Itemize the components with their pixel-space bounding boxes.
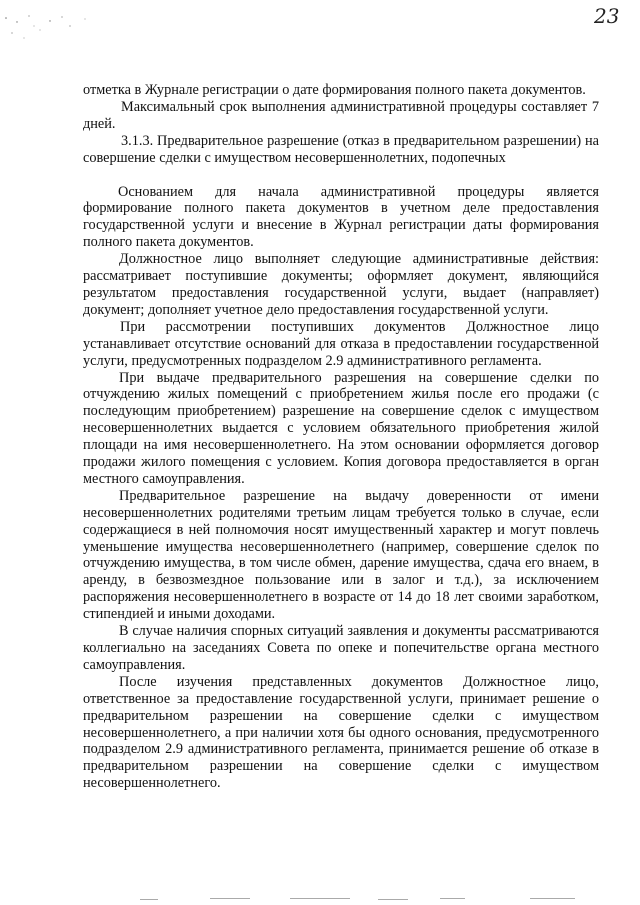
- paragraph-decision: После изучения представленных документов Должностное лицо, ответственное за предоставление государственной услуги, принимает решение о предварительном разрешении на совершение сделки с имуществом несовершеннолетнего, а при наличии хотя бы одного основания, предусмотренного подразделом 2.9 административного регламента, принимается решение об отказе в предварительном разрешении на совершение сделки с имуществом несовершеннолетнего.: [83, 673, 599, 792]
- paragraph-journal-entry: отметка в Журнале регистрации о дате формирования полного пакета документов.: [83, 82, 586, 98]
- paragraph-document-review: При рассмотрении поступивших документов Должностное лицо устанавливает отсутствие оснований для отказа в предоставлении государственной услуги, предусмотренных подразделом 2.9 административного регламента.: [83, 318, 599, 369]
- page-number: 23: [594, 4, 620, 28]
- paragraph-disputes: В случае наличия спорных ситуаций заявления и документы рассматриваются коллегиально на заседаниях Совета по опеке и попечительстве органа местного самоуправления.: [83, 623, 599, 673]
- paragraph-grounds: Основанием для начала административной процедуры является формирование полного пакета документов в учетном деле предоставления государственной услуги и внесение в Журнал регистрации даты формирования полного пакета документов.: [83, 183, 599, 251]
- section-heading-3-1-3: 3.1.3. Предварительное разрешение (отказ в предварительном разрешении) на совершение сделки с имуществом несовершеннолетних, подопечных: [83, 132, 599, 166]
- paragraph-official-actions: Должностное лицо выполняет следующие административные действия: рассматривает поступившие документы; оформляет документ, являющийся результатом предоставления государственной услуги, выдает (направляет) документ; дополняет учетное дело предоставления государственной услуги.: [83, 251, 599, 318]
- paragraph-housing-sale: При выдаче предварительного разрешения на совершение сделки по отчуждению жилых помещений с приобретением жилья после его продажи (с последующим приобретением) разрешение на совершение сделок с имуществом несовершеннолетних выдается с условием обязательного приобретения жилой площади на имя несовершеннолетнего. На этом основании оформляется договор продажи жилого помещения с условием. Копия договора предоставляется в орган местного самоуправления.: [83, 369, 599, 487]
- paragraph-power-of-attorney: Предварительное разрешение на выдачу доверенности от имени несовершеннолетних родителями третьим лицам требуется только в случае, если содержащиеся в ней полномочия носят имущественный характер и могут повлечь уменьшение имущества несовершеннолетнего (например, совершение сделок по отчуждению имущества, в том числе обмен, дарение имущества, сдача его внаем, в аренду, в безвозмездное пользование или в залог и т.д.), за исключением распоряжения несовершеннолетнего в возрасте от 14 до 18 лет своими заработком, стипендией и иными доходами.: [83, 487, 599, 623]
- paragraph-max-term: Максимальный срок выполнения административной процедуры составляет 7 дней.: [83, 98, 599, 132]
